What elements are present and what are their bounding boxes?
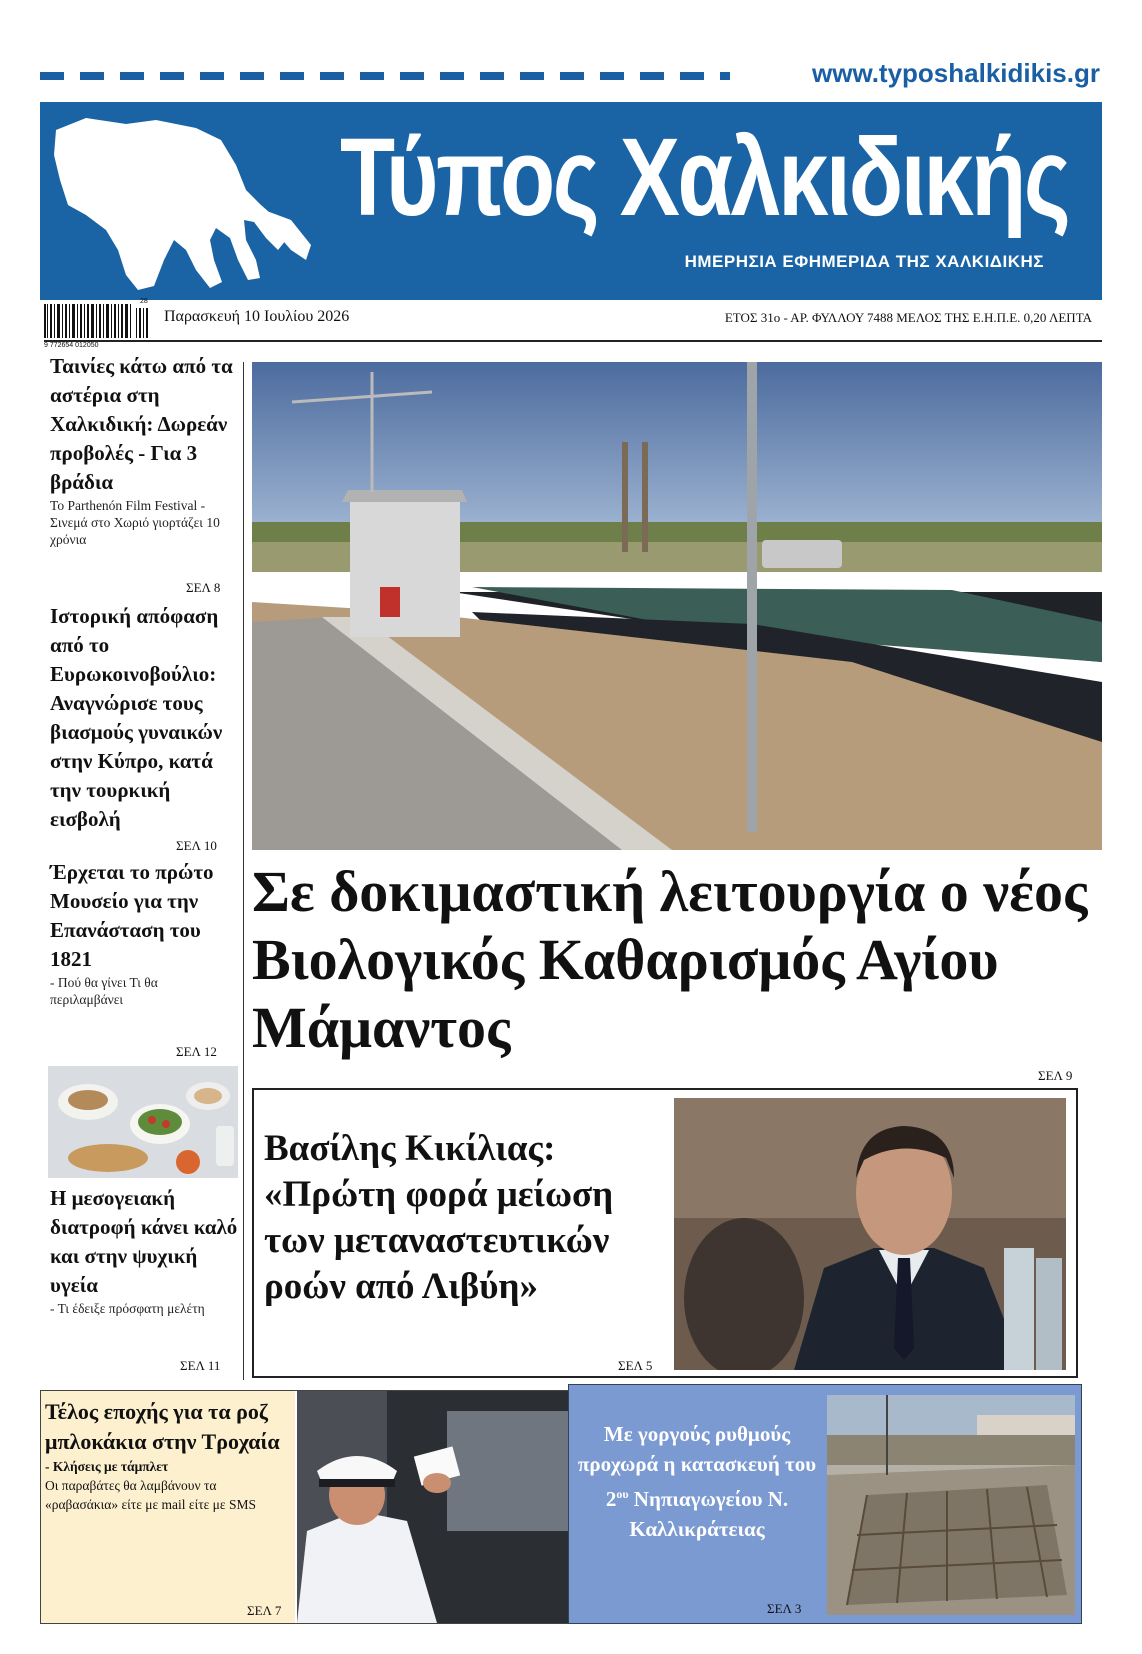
story-headline: Με γοργούς ρυθμούς προχωρά η κατασκευή του $2^{o\upsilon}$ Νηπιαγωγείου Ν. Καλλικράτειας xyxy=(577,1422,817,1541)
story-headline: Τέλος εποχής για τα ροζ μπλοκάκια στην Τροχαία xyxy=(45,1399,280,1454)
kikilias-story-box[interactable] xyxy=(252,1088,1078,1378)
header-dashed-rule xyxy=(40,72,730,80)
page-ref: ΣΕΛ 7 xyxy=(247,1603,282,1618)
food-photo xyxy=(48,1066,238,1178)
story-summary: Οι παραβάτες θα λαμβάνουν τα «ραβασάκια» είτε με mail είτε με SMS xyxy=(45,1478,256,1512)
dateline xyxy=(44,298,1102,349)
story-summary: - Τι έδειξε πρόσφατη μελέτη xyxy=(50,1301,205,1316)
issue-info: ΕΤΟΣ 31ο - ΑΡ. ΦΥΛΛΟΥ 7488 ΜΕΛΟΣ ΤΗΣ Ε.Η.Π.Ε. 0,20 ΛΕΠΤΑ xyxy=(724,310,1092,325)
barcode-addon: 28 xyxy=(140,298,148,305)
lead-headline[interactable]: Σε δοκιμαστική λειτουργία ο νέος Βιολογικός Καθαρισμός Αγίου Μάμαντος xyxy=(252,859,1088,1060)
traffic-text-panel xyxy=(41,1391,295,1623)
sidebar-story-film[interactable] xyxy=(50,352,240,548)
page-ref: ΣΕΛ 11 xyxy=(180,1358,221,1373)
barcode-number: 9 772654 012050 xyxy=(44,342,99,349)
barcode-icon xyxy=(44,304,149,342)
website-url[interactable]: www.typoshalkidikis.gr xyxy=(812,58,1100,88)
story-headline: Βασίλης Κικίλιας: «Πρώτη φορά μείωση των μεταναστευτικών ροών από Λιβύη» xyxy=(264,1128,614,1307)
story-subhead: - Κλήσεις με τάμπλετ xyxy=(45,1459,169,1474)
traffic-police-photo xyxy=(297,1391,576,1623)
story-summary: Το Parthenón Film Festival - Σινεμά στο Χωριό γιορτάζει 10 χρόνια xyxy=(50,498,220,547)
story-headline: Ταινίες κάτω από τα αστέρια στη Χαλκιδική: Δωρεάν προβολές - Για 3 βράδια xyxy=(50,354,233,494)
story-summary: - Πού θα γίνει Τι θα περιλαμβάνει xyxy=(50,975,158,1007)
kindergarten-story-box[interactable] xyxy=(568,1384,1082,1624)
story-headline: Έρχεται το πρώτο Μουσείο για την Επανάσταση του 1821 xyxy=(50,860,214,971)
newspaper-subtitle: ΗΜΕΡΗΣΙΑ ΕΦΗΜΕΡΙΔΑ ΤΗΣ ΧΑΛΚΙΔΙΚΗΣ xyxy=(684,252,1044,271)
traffic-story-box[interactable] xyxy=(40,1390,576,1624)
masthead xyxy=(40,102,1102,300)
sidebar-story-museum[interactable] xyxy=(50,858,240,1008)
page-ref: ΣΕΛ 9 xyxy=(1038,1068,1073,1083)
kikilias-portrait-photo xyxy=(674,1098,1066,1370)
story-headline: Η μεσογειακή διατροφή κάνει καλό και στην ψυχική υγεία xyxy=(50,1186,238,1297)
issue-date: Παρασκευή 10 Ιουλίου 2026 xyxy=(164,308,350,325)
page-ref: ΣΕΛ 3 xyxy=(767,1601,802,1616)
page-ref: ΣΕΛ 5 xyxy=(618,1358,653,1373)
construction-site-photo xyxy=(827,1395,1075,1615)
page-ref: ΣΕΛ 10 xyxy=(176,838,217,853)
newspaper-title: Τύπος Χαλκιδικής xyxy=(340,116,1069,239)
halkidiki-map-icon xyxy=(46,110,316,295)
page-ref: ΣΕΛ 8 xyxy=(186,580,221,595)
story-headline: Ιστορική απόφαση από το Ευρωκοινοβούλιο: Αναγνώρισε τους βιασμούς γυναικών στην Κύπρο, κατά την τουρκική εισβολή xyxy=(50,604,223,831)
sidebar-story-eu-parliament[interactable] xyxy=(50,602,240,834)
column-divider xyxy=(243,362,244,1380)
page-ref: ΣΕΛ 12 xyxy=(176,1044,217,1059)
sidebar-story-diet[interactable] xyxy=(50,1184,240,1317)
lead-photo-treatment-plant[interactable] xyxy=(252,362,1102,850)
